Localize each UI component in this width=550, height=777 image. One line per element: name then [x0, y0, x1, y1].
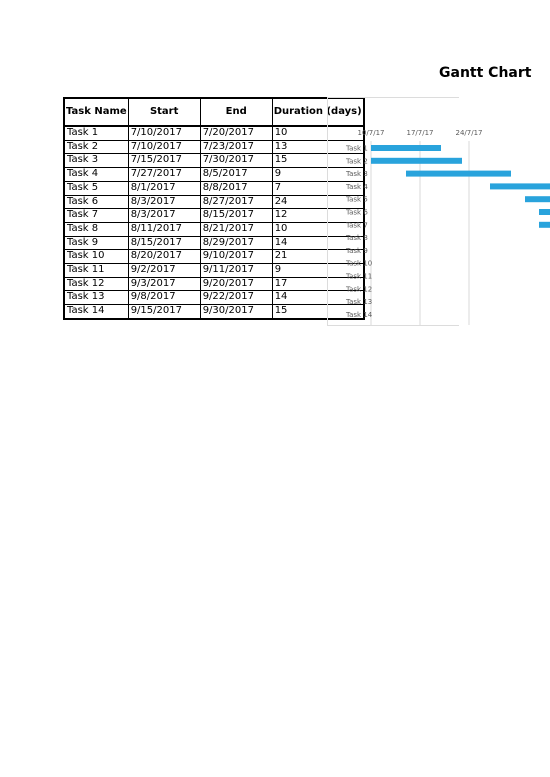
y-category-label: Task 13 [346, 298, 373, 307]
gantt-bar [371, 158, 462, 164]
y-category-label: Task 4 [346, 182, 368, 191]
y-category-label: Task 7 [346, 221, 368, 230]
y-category-label: Task 10 [346, 259, 373, 268]
y-category-label: Task 8 [346, 234, 368, 243]
duration-cell: 14 [272, 236, 364, 250]
gantt-bar [525, 196, 550, 202]
end-date-cell: 8/29/2017 [200, 236, 272, 250]
y-category-label: Task 6 [346, 208, 368, 217]
duration-cell: 13 [272, 140, 364, 154]
duration-cell: 15 [272, 154, 364, 168]
start-date-cell: 7/15/2017 [128, 154, 200, 168]
gantt-bar [490, 183, 550, 189]
table-row [64, 250, 364, 264]
table-row [64, 264, 364, 278]
gantt-chart-svg [328, 98, 488, 325]
task-table [63, 97, 365, 320]
table-row [64, 305, 364, 319]
end-date-cell: 8/5/2017 [200, 168, 272, 182]
start-date-cell: 9/2/2017 [128, 264, 200, 278]
duration-cell: 10 [272, 222, 364, 236]
task-name-cell: Task 6 [64, 195, 128, 209]
task-name-cell: Task 5 [64, 181, 128, 195]
header-task-name: Task Name [64, 98, 128, 126]
end-date-cell: 7/20/2017 [200, 126, 272, 140]
start-date-cell: 9/15/2017 [128, 305, 200, 319]
end-date-cell: 9/10/2017 [200, 250, 272, 264]
table-header-row [64, 98, 364, 126]
task-name-cell: Task 11 [64, 264, 128, 278]
end-date-cell: 9/20/2017 [200, 277, 272, 291]
page-title: Gantt Chart [439, 65, 532, 81]
task-name-cell: Task 3 [64, 154, 128, 168]
table-row [64, 209, 364, 223]
duration-cell: 17 [272, 277, 364, 291]
x-tick-label: 24/7/17 [455, 129, 483, 137]
start-date-cell: 7/10/2017 [128, 140, 200, 154]
table-row [64, 195, 364, 209]
end-date-cell: 8/21/2017 [200, 222, 272, 236]
start-date-cell: 9/3/2017 [128, 277, 200, 291]
duration-cell: 21 [272, 250, 364, 264]
table-row [64, 140, 364, 154]
start-date-cell: 8/1/2017 [128, 181, 200, 195]
table-row [64, 222, 364, 236]
task-name-cell: Task 9 [64, 236, 128, 250]
task-name-cell: Task 7 [64, 209, 128, 223]
table-row [64, 181, 364, 195]
start-date-cell: 7/27/2017 [128, 168, 200, 182]
duration-cell: 24 [272, 195, 364, 209]
duration-cell: 14 [272, 291, 364, 305]
x-tick-label: 17/7/17 [406, 129, 434, 137]
y-category-label: Task 12 [346, 285, 373, 294]
y-category-label: Task 2 [346, 157, 368, 166]
gantt-chart [327, 97, 483, 326]
end-date-cell: 8/8/2017 [200, 181, 272, 195]
table-row [64, 291, 364, 305]
gantt-bar [539, 209, 550, 215]
y-category-label: Task 1 [346, 144, 368, 153]
y-category-label: Task 11 [346, 272, 373, 281]
end-date-cell: 9/30/2017 [200, 305, 272, 319]
task-name-cell: Task 10 [64, 250, 128, 264]
task-name-cell: Task 12 [64, 277, 128, 291]
header-start: Start [128, 98, 200, 126]
start-date-cell: 8/3/2017 [128, 209, 200, 223]
end-date-cell: 7/30/2017 [200, 154, 272, 168]
task-name-cell: Task 14 [64, 305, 128, 319]
start-date-cell: 8/20/2017 [128, 250, 200, 264]
start-date-cell: 8/3/2017 [128, 195, 200, 209]
task-name-cell: Task 2 [64, 140, 128, 154]
start-date-cell: 8/11/2017 [128, 222, 200, 236]
task-name-cell: Task 13 [64, 291, 128, 305]
gantt-bar [539, 222, 550, 228]
duration-cell: 9 [272, 168, 364, 182]
end-date-cell: 8/15/2017 [200, 209, 272, 223]
header-duration: Duration (days) [272, 98, 364, 126]
task-name-cell: Task 1 [64, 126, 128, 140]
end-date-cell: 8/27/2017 [200, 195, 272, 209]
gantt-bar [406, 171, 511, 177]
duration-cell: 12 [272, 209, 364, 223]
table-row [64, 168, 364, 182]
end-date-cell: 9/22/2017 [200, 291, 272, 305]
y-category-label: Task 9 [346, 246, 368, 255]
table-row [64, 236, 364, 250]
y-category-label: Task 14 [346, 310, 373, 319]
gantt-bar [371, 145, 441, 151]
x-tick-label: 10/7/17 [357, 129, 385, 137]
start-date-cell: 7/10/2017 [128, 126, 200, 140]
duration-cell: 10 [272, 126, 364, 140]
task-name-cell: Task 4 [64, 168, 128, 182]
table-row [64, 126, 364, 140]
start-date-cell: 8/15/2017 [128, 236, 200, 250]
duration-cell: 15 [272, 305, 364, 319]
table-row [64, 154, 364, 168]
y-category-label: Task 3 [346, 170, 368, 179]
duration-cell: 9 [272, 264, 364, 278]
end-date-cell: 9/11/2017 [200, 264, 272, 278]
task-name-cell: Task 8 [64, 222, 128, 236]
start-date-cell: 9/8/2017 [128, 291, 200, 305]
header-end: End [200, 98, 272, 126]
end-date-cell: 7/23/2017 [200, 140, 272, 154]
duration-cell: 7 [272, 181, 364, 195]
y-category-label: Task 5 [346, 195, 368, 204]
table-row [64, 277, 364, 291]
